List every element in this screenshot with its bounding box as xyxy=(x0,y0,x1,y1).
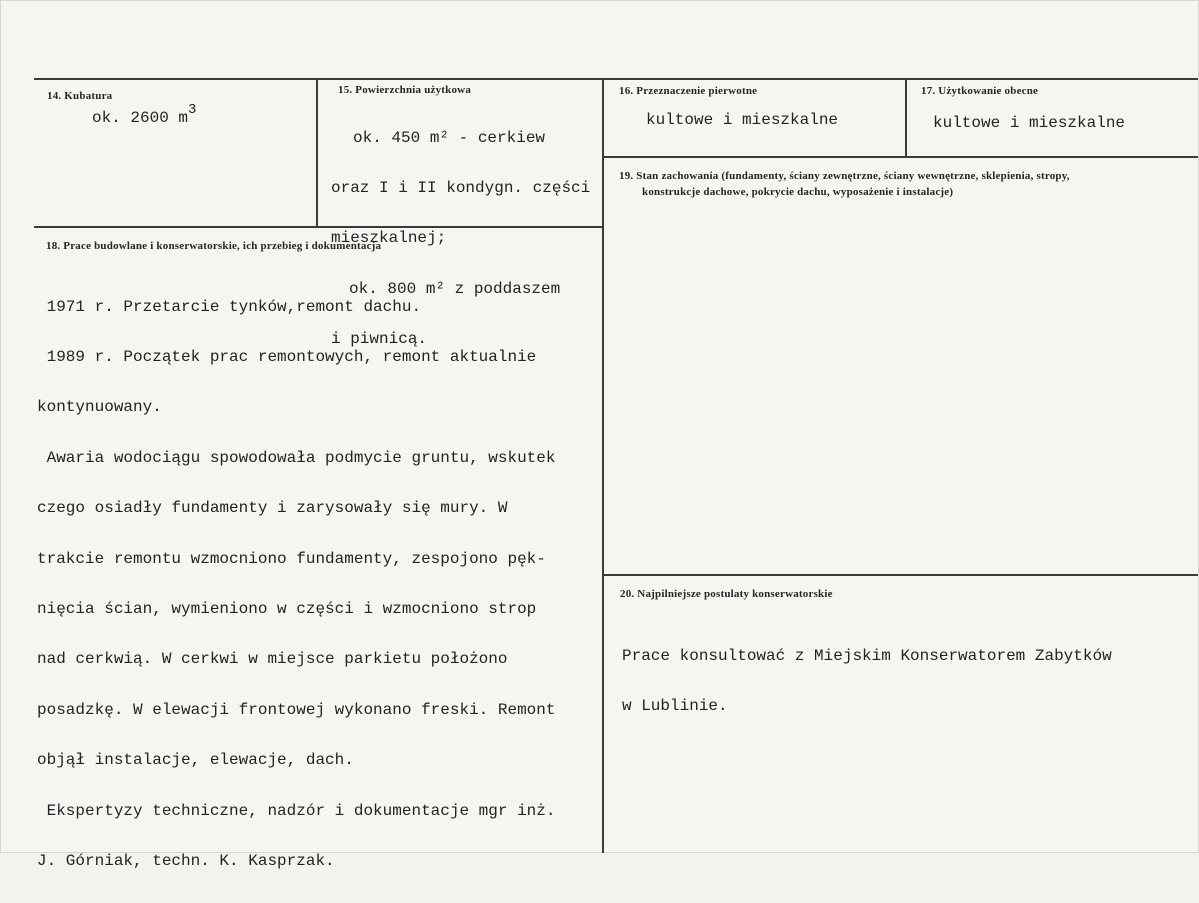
field-14-text: ok. 2600 m xyxy=(92,109,189,127)
field-20-value xyxy=(622,614,1112,748)
field-18-line: Awaria wodociągu spowodowała podmycie gruntu, wskutek xyxy=(37,448,556,467)
divider-16-17 xyxy=(905,78,907,158)
field-20-line: Prace konsultować z Miejskim Konserwatorem Zabytków xyxy=(622,646,1112,665)
field-15-line: oraz I i II kondygn. części xyxy=(331,178,591,197)
field-16-value: kultowe i mieszkalne xyxy=(646,111,839,129)
field-19-label: 19. Stan zachowania (fundamenty, ściany zewnętrzne, ściany wewnętrzne, sklepienia, stropy, xyxy=(619,170,1070,182)
divider-14-15 xyxy=(316,78,318,227)
field-14-superscript: 3 xyxy=(188,102,197,118)
field-15-line: ok. 800 m² z poddaszem xyxy=(349,279,561,298)
field-15-line: ok. 450 m² - cerkiew xyxy=(353,128,546,147)
field-15-label: 15. Powierzchnia użytkowa xyxy=(338,84,472,96)
field-18-line: kontynuowany. xyxy=(37,398,162,417)
field-18-line: posadzkę. W elewacji frontowej wykonano freski. Remont xyxy=(37,700,556,719)
field-18-line: Ekspertyzy techniczne, nadzór i dokumentacje mgr inż. xyxy=(37,801,556,820)
field-20-line: w Lublinie. xyxy=(622,696,728,715)
field-18-label: 18. Prace budowlane i konserwatorskie, ich przebieg i dokumentacja xyxy=(46,240,382,252)
field-18-line: trakcie remontu wzmocniono fundamenty, zespojono pęk- xyxy=(37,549,546,568)
field-14-value xyxy=(92,102,197,128)
field-18-line: czego osiadły fundamenty i zarysowały się mury. W xyxy=(37,499,508,518)
field-18-line: nad cerkwią. W cerkwi w miejsce parkietu położono xyxy=(37,650,508,669)
divider-main xyxy=(602,78,604,853)
field-18-line: objął instalacje, elewacje, dach. xyxy=(37,751,354,770)
field-15-line: mieszkalnej; xyxy=(331,229,447,248)
field-18-line: nięcia ścian, wymieniono w części i wzmocniono strop xyxy=(37,599,537,618)
field-18-line: J. Górniak, techn. K. Kasprzak. xyxy=(37,851,335,870)
field-15-line: i piwnicą. xyxy=(331,330,428,349)
field-20-label: 20. Najpilniejsze postulaty konserwatorskie xyxy=(620,588,833,600)
field-16-label: 16. Przeznaczenie pierwotne xyxy=(619,85,758,97)
rule-row1-right xyxy=(603,156,1198,158)
field-18-line: 1971 r. Przetarcie tynków,remont dachu. xyxy=(37,297,422,316)
rule-section-20 xyxy=(603,574,1198,576)
rule-top xyxy=(34,78,1198,80)
field-18-line: 1989 r. Początek prac remontowych, remont aktualnie xyxy=(37,347,537,366)
field-17-value: kultowe i mieszkalne xyxy=(933,114,1126,132)
field-14-label: 14. Kubatura xyxy=(47,90,113,102)
field-18-value xyxy=(37,265,601,903)
field-19-label-cont: konstrukcje dachowe, pokrycie dachu, wyposażenie i instalacje) xyxy=(642,186,954,198)
field-17-label: 17. Użytkowanie obecne xyxy=(921,85,1039,97)
